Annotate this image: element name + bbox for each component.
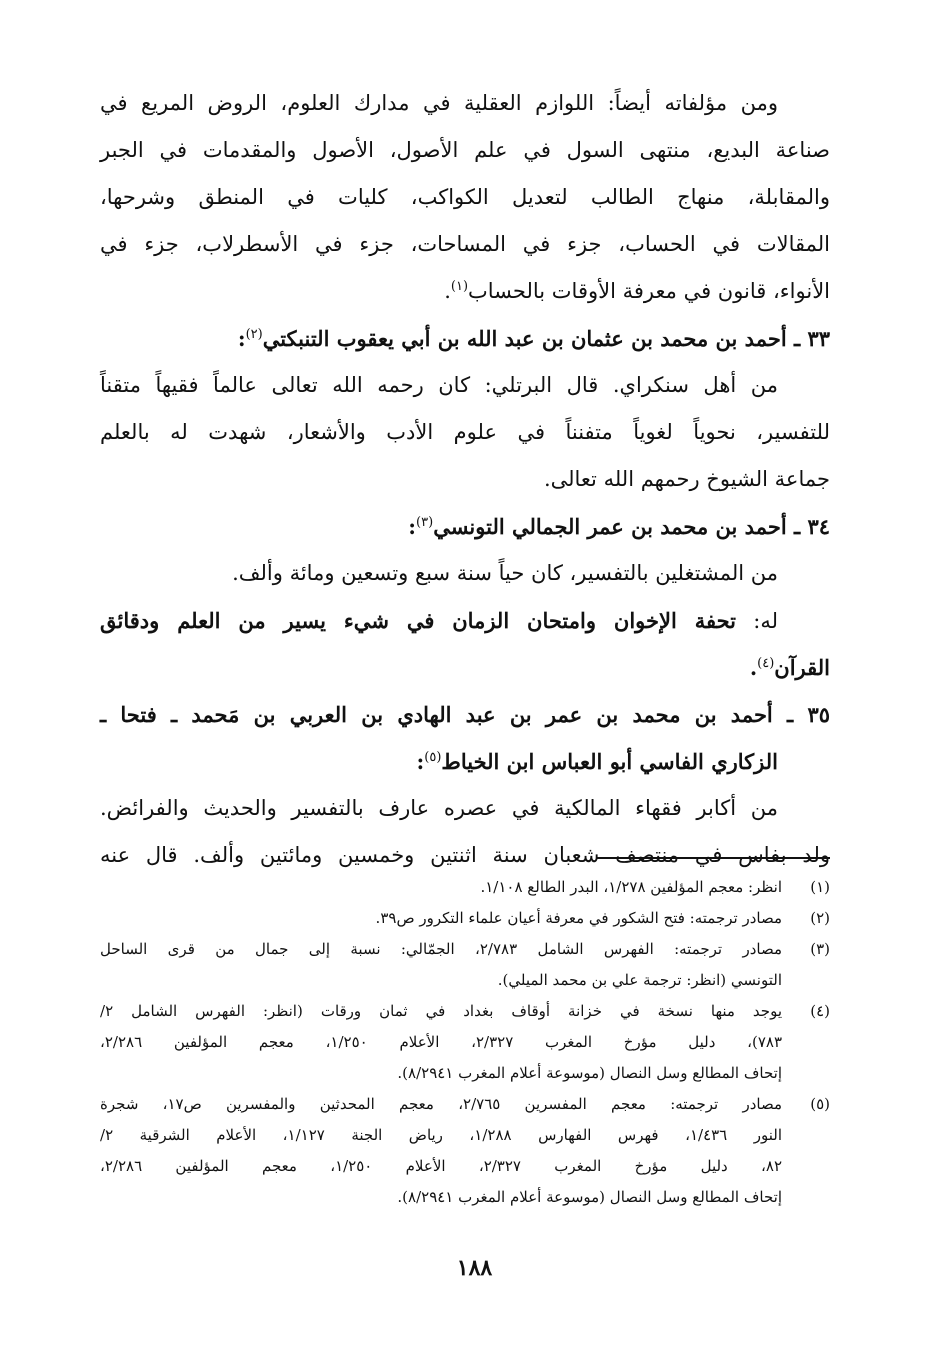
footnote-number: (٥)	[810, 1095, 830, 1113]
footnote-number: (٢)	[810, 909, 830, 927]
text-line: ومن مؤلفاته أيضاً: اللوازم العقلية في مدارك العلوم، الروض المريع في	[100, 91, 778, 115]
main-text	[100, 80, 830, 879]
footnote	[100, 996, 830, 1089]
footnote-line: ٨٢، دليل مؤرخ المغرب ٢/٣٢٧، الأعلام ١/٢٥٠، معجم المؤلفين ٢/٢٨٦،	[100, 1157, 783, 1175]
text-line: للتفسير، نحوياً لغوياً متفنناً في علوم الأدب والأشعار، شهدت له بالعلم	[100, 420, 830, 444]
text-line: له: تحفة الإخوان وامتحان الزمان في شيء يسير من العلم ودقائق	[100, 608, 778, 633]
footnote-line: إتحاف المطالع وسل النصال (موسوعة أعلام المغرب ٨/٢٩٤١).	[397, 1188, 782, 1206]
footnote	[100, 1089, 830, 1213]
footnote-line: انظر: معجم المؤلفين ١/٢٧٨، البدر الطالع ١/١٠٨.	[480, 878, 782, 896]
footnote	[100, 934, 830, 996]
text-line: الأنواء، قانون في معرفة الأوقات بالحساب$^{(١)}$.	[444, 279, 830, 303]
footnote-line: مصادر ترجمته: معجم المفسرين ٢/٧٦٥، معجم المحدثين والمفسرين ص١٧، شجرة	[100, 1095, 782, 1113]
footnote-line: مصادر ترجمته: فتح الشكور في معرفة أعيان علماء التكرور ص٣٩.	[375, 909, 782, 927]
entry-heading-34: ٣٤ ـ أحمد بن محمد بن عمر الجمالي التونسي$^{(٣)}$:	[408, 514, 830, 539]
footnote-line: التونسي (انظر: ترجمة علي بن محمد الميلي).	[497, 971, 782, 989]
text-line: جماعة الشيوخ رحمهم الله تعالى.	[543, 467, 830, 491]
text-line: المقالات في الحساب، جزء في المساحات، جزء في الأسطرلاب، جزء في	[100, 232, 830, 256]
text-line: القرآن$^{(٤)}$.	[749, 655, 830, 680]
footnote-line: يوجد منها نسخة في خزانة أوقاف بغداد في ثمان ورقات (انظر: الفهرس الشامل ٢/	[100, 1002, 782, 1020]
footnote-line: إتحاف المطالع وسل النصال (موسوعة أعلام المغرب ٨/٢٩٤١).	[397, 1064, 782, 1082]
footnote	[100, 903, 830, 934]
footnote-mark: (٣)	[416, 515, 434, 530]
footnote-line: النور ١/٤٣٦، فهرس الفهارس ١/٢٨٨، رياض الجنة ١/١٢٧، الأعلام الشرقية ٢/	[100, 1126, 782, 1144]
footnotes	[100, 872, 830, 1213]
text-line: من المشتغلين بالتفسير، كان حياً سنة سبع وتسعين ومائة وألف.	[232, 561, 778, 585]
text-line: والمقابلة، منهاج الطالب لتعديل الكواكب، كليات في المنطق وشرحها،	[100, 185, 830, 209]
footnote-mark: (٥)	[424, 750, 442, 765]
text-line: من أهل سنكراي. قال البرتلي: كان رحمه الله تعالى عالماً فقيهاً متقناً	[100, 373, 778, 397]
text-line: صناعة البديع، منتهى السول في علم الأصول، الأصول والمقدمات في الجبر	[100, 138, 830, 162]
entry-heading-35: ٣٥ ـ أحمد بن محمد بن عمر بن عبد الهادي بن العربي بن مَحمد ـ فتحا ـ	[100, 702, 830, 727]
footnote-line: مصادر ترجمته: الفهرس الشامل ٢/٧٨٣، الجمّالي: نسبة إلى جمال من قرى الساحل	[100, 940, 782, 958]
book-title: تحفة الإخوان وامتحان الزمان في شيء يسير من العلم ودقائق	[100, 608, 736, 633]
text-line: ولد بفاس في منتصف شعبان سنة اثنتين وخمسين ومائتين وألف. قال عنه	[100, 843, 830, 867]
footnote-number: (٤)	[810, 1002, 830, 1020]
footnote-line: ٧٨٣)، دليل مؤرخ المغرب ٢/٣٢٧، الأعلام ١/٢٥٠، معجم المؤلفين ٢/٢٨٦،	[100, 1033, 783, 1051]
entry-heading-33: ٣٣ ـ أحمد بن محمد بن عثمان بن عبد الله بن أبي يعقوب التنبكتي$^{(٢)}$:	[237, 326, 830, 351]
entry-heading-35-cont: الزكاري الفاسي أبو العباس ابن الخياط$^{(٥)}$:	[416, 749, 778, 774]
footnote-number: (١)	[810, 878, 830, 896]
footnote-separator	[597, 857, 830, 859]
footnote-mark: (٢)	[245, 327, 263, 342]
page-number: ١٨٨	[456, 1255, 493, 1281]
text-line: من أكابر فقهاء المالكية في عصره عارف بالتفسير والحديث والفرائض.	[100, 796, 778, 820]
footnote	[100, 872, 830, 903]
footnote-mark: (١)	[450, 279, 469, 294]
footnote-number: (٣)	[810, 940, 830, 958]
footnote-mark: (٤)	[757, 656, 775, 671]
